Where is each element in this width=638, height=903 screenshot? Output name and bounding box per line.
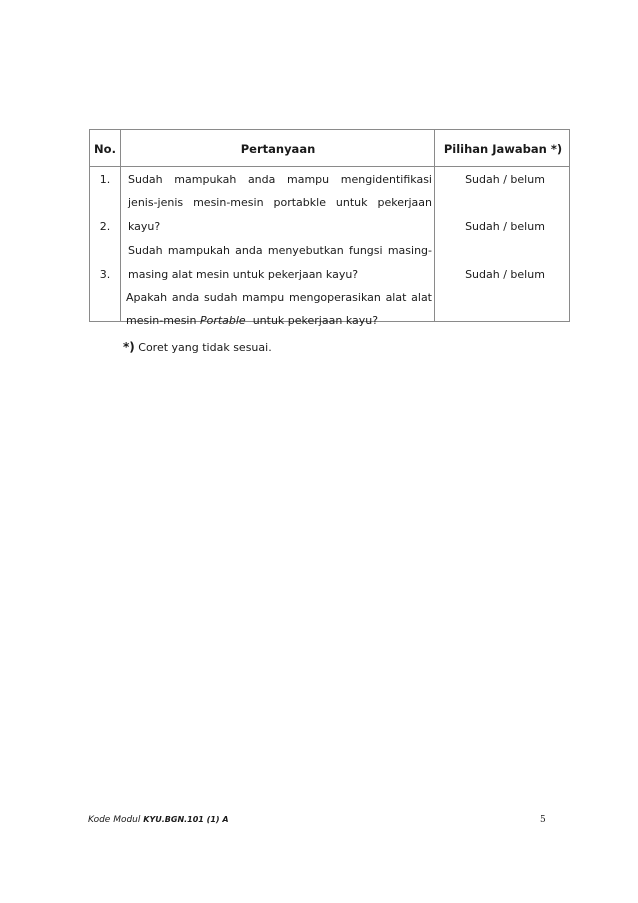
header-question: Pertanyaan <box>240 142 316 156</box>
answer-option-2: Sudah / belum <box>465 220 545 233</box>
question-text: untuk pekerjaan kayu? <box>245 314 379 327</box>
question-line: Sudah mampukah anda menyebutkan fungsi masing- <box>128 244 432 257</box>
page-number: 5 <box>540 815 546 825</box>
column-divider-answer <box>434 130 435 321</box>
row-number-3: 3. <box>99 268 111 281</box>
question-table <box>89 129 570 327</box>
footnote-marker: *) <box>123 340 135 354</box>
question-line-portable <box>126 314 378 328</box>
question-line: Sudah mampukah anda mampu mengidentifikasi <box>128 173 432 186</box>
footnote-text: Coret yang tidak sesuai. <box>134 341 272 354</box>
question-line: jenis-jenis mesin-mesin portabkle untuk pekerjaan <box>128 196 432 209</box>
header-no: No. <box>94 142 116 156</box>
question-line: masing alat mesin untuk pekerjaan kayu? <box>128 268 359 281</box>
question-italic-term: Portable <box>199 314 246 327</box>
footnote <box>123 340 272 354</box>
column-divider-no <box>120 130 121 321</box>
row-number-2: 2. <box>99 220 111 233</box>
question-text: mesin-mesin <box>126 314 200 327</box>
header-answer: Pilihan Jawaban *) <box>443 142 563 156</box>
question-line: kayu? <box>128 220 161 233</box>
module-code-label: Kode Modul <box>88 815 144 825</box>
question-line: Apakah anda sudah mampu mengoperasikan alat alat <box>126 291 432 304</box>
answer-option-3: Sudah / belum <box>465 268 545 281</box>
module-code-value: KYU.BGN.101 (1) A <box>143 815 229 824</box>
row-number-1: 1. <box>99 173 111 186</box>
module-code <box>88 815 229 825</box>
answer-option-1: Sudah / belum <box>465 173 545 186</box>
